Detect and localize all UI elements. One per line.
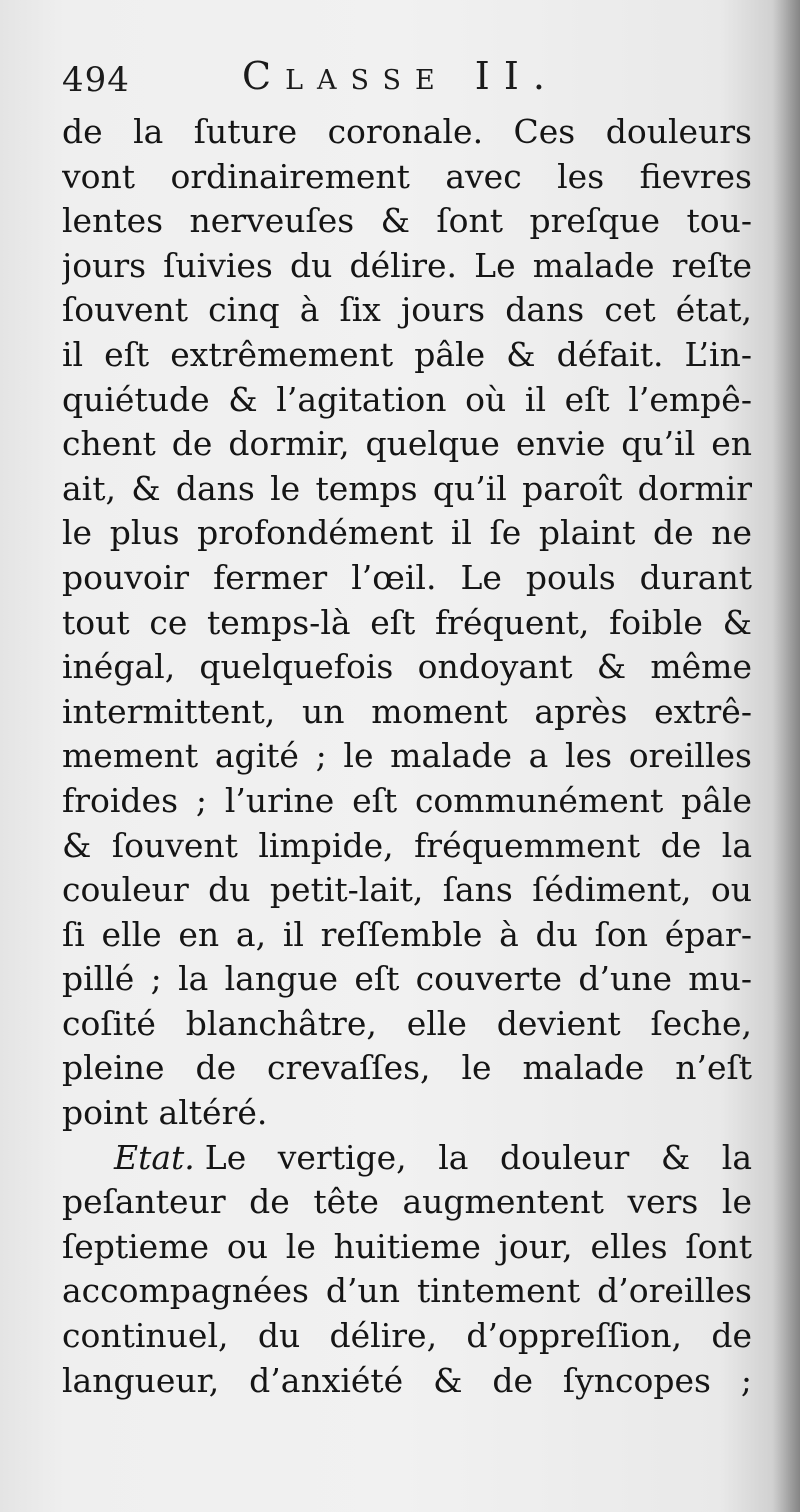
- text-line: peſanteur de tête augmentent vers le: [62, 1182, 752, 1222]
- text-line: vont ordinairement avec les fievres: [62, 156, 752, 196]
- page-header: [62, 52, 622, 102]
- text-line: chent de dormir, quelque envie qu’il en: [62, 424, 752, 464]
- text-line: couleur du petit-lait, ſans ſédiment, ou: [62, 870, 752, 910]
- text-line: quiétude & l’agitation où il eſt l’empê-: [62, 379, 752, 419]
- text-line: de la ſuture coronale. Ces douleurs: [62, 112, 752, 151]
- text-line: lentes nerveuſes & ſont preſque tou-: [62, 201, 752, 241]
- text-line: coſité blanchâtre, elle devient ſeche,: [62, 1003, 752, 1043]
- section-first-line-text: Le vertige, la douleur & la: [204, 1137, 752, 1177]
- text-line: tout ce temps-là eſt fréquent, foible &: [62, 602, 752, 642]
- text-line: ait, & dans le temps qu’il paroît dormir: [62, 468, 752, 508]
- text-line: point altéré.: [62, 1093, 268, 1133]
- text-line: ſouvent cinq à ſix jours dans cet état,: [62, 290, 752, 330]
- text-line: jours ſuivies du délire. Le malade reſte: [62, 245, 752, 285]
- text-line: continuel, du délire, d’oppreſſion, de: [62, 1316, 752, 1356]
- text-line: inégal, quelquefois ondoyant & même: [62, 647, 752, 687]
- text-line: le plus profondément il ſe plaint de ne: [62, 513, 752, 553]
- text-line: & ſouvent limpide, fréquemment de la: [62, 825, 752, 865]
- page-number: 494: [62, 60, 130, 100]
- text-line: mement agité ; le malade a les oreilles: [62, 736, 752, 776]
- text-line: froides ; l’urine eſt communément pâle: [62, 780, 752, 820]
- text-line: langueur, d’anxiété & de ſyncopes ;: [62, 1360, 752, 1400]
- text-line: pouvoir fermer l’œil. Le pouls durant: [62, 557, 752, 597]
- text-line: intermittent, un moment après extrê-: [62, 691, 752, 731]
- text-line: pleine de crevaſſes, le malade n’eſt: [62, 1048, 752, 1088]
- section-first-line: [62, 1136, 752, 1181]
- text-line: pillé ; la langue eſt couverte d’une mu-: [62, 959, 752, 999]
- section-label: Etat.: [114, 1137, 195, 1177]
- text-line: ſeptieme ou le huitieme jour, elles ſont: [62, 1226, 752, 1266]
- text-line: ſi elle en a, il reſſemble à du ſon épar-: [62, 914, 752, 954]
- text-line: accompagnées d’un tintement d’oreilles: [62, 1271, 752, 1311]
- body-text: [62, 110, 752, 1403]
- text-line: il eſt extrêmement pâle & défait. L’in-: [62, 334, 752, 374]
- running-head: Classe II.: [242, 54, 559, 98]
- page-gutter-shadow: [772, 0, 800, 1512]
